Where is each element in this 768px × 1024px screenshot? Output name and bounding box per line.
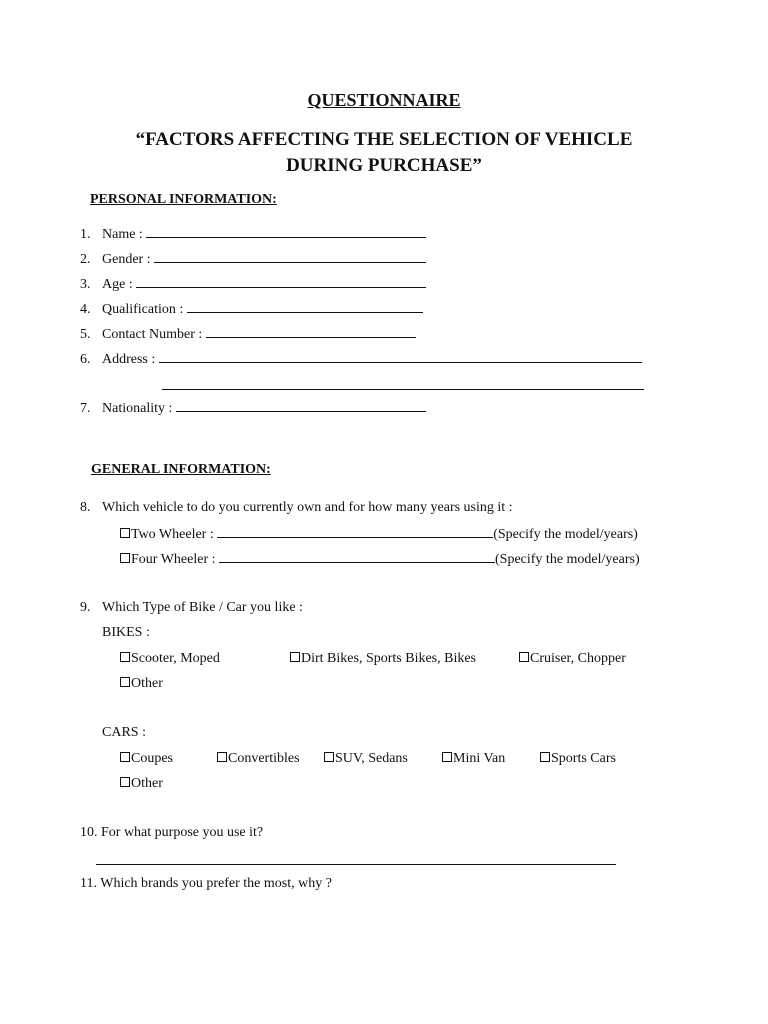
contact-number-field[interactable] xyxy=(80,325,416,343)
specify-note: (Specify the model/years) xyxy=(495,552,640,567)
option-label: SUV, Sedans xyxy=(335,751,408,766)
option-label: Mini Van xyxy=(453,751,506,766)
option-label: Two Wheeler : xyxy=(131,527,214,542)
field-number: 3. xyxy=(80,277,91,292)
two-wheeler-option[interactable] xyxy=(120,525,638,543)
page-title: QUESTIONNAIRE xyxy=(307,90,461,110)
question-number: 10. xyxy=(80,825,98,840)
bike-option-dirt[interactable] xyxy=(290,651,476,667)
checkbox[interactable] xyxy=(120,777,130,787)
age-field[interactable] xyxy=(80,275,426,293)
question-text: Which brands you prefer the most, why ? xyxy=(100,876,332,891)
checkbox[interactable] xyxy=(540,752,550,762)
car-option-other[interactable] xyxy=(120,776,163,792)
car-option-minivan[interactable] xyxy=(442,751,505,767)
car-option-convertibles[interactable] xyxy=(217,751,300,767)
gender-blank[interactable] xyxy=(154,250,426,263)
option-label: Coupes xyxy=(131,751,173,766)
question-9 xyxy=(80,600,303,616)
nationality-field[interactable] xyxy=(80,399,426,417)
q10-answer-line[interactable] xyxy=(96,864,616,865)
option-label: Four Wheeler : xyxy=(131,552,216,567)
car-option-sports[interactable] xyxy=(540,751,616,767)
field-number: 4. xyxy=(80,302,91,317)
checkbox[interactable] xyxy=(290,652,300,662)
option-label: Other xyxy=(131,676,163,691)
checkbox[interactable] xyxy=(324,752,334,762)
bike-option-other[interactable] xyxy=(120,676,163,692)
bike-option-cruiser[interactable] xyxy=(519,651,626,667)
checkbox[interactable] xyxy=(120,553,130,563)
address-blank-line-2[interactable] xyxy=(162,389,644,390)
question-number: 9. xyxy=(80,600,91,615)
four-wheeler-blank[interactable] xyxy=(219,550,495,563)
subtitle-line-1: “FACTORS AFFECTING THE SELECTION OF VEHICLE xyxy=(135,129,633,150)
name-blank[interactable] xyxy=(146,225,426,238)
cars-label: CARS : xyxy=(102,725,146,740)
option-label: Dirt Bikes, Sports Bikes, Bikes xyxy=(301,651,477,666)
field-number: 6. xyxy=(80,352,91,367)
gender-field[interactable] xyxy=(80,250,426,268)
age-blank[interactable] xyxy=(136,275,426,288)
car-option-coupes[interactable] xyxy=(120,751,173,767)
general-info-heading: GENERAL INFORMATION: xyxy=(91,462,271,477)
address-blank[interactable] xyxy=(159,350,642,363)
field-label: Age : xyxy=(102,277,133,292)
field-label: Nationality : xyxy=(102,401,173,416)
subtitle-line-2: DURING PURCHASE” xyxy=(286,155,482,176)
field-label: Contact Number : xyxy=(102,327,203,342)
option-label: Sports Cars xyxy=(551,751,616,766)
four-wheeler-option[interactable] xyxy=(120,550,640,568)
question-text: Which vehicle to do you currently own and for how many years using it : xyxy=(102,500,513,515)
field-label: Name : xyxy=(102,227,143,242)
car-option-suv[interactable] xyxy=(324,751,408,767)
bikes-label: BIKES : xyxy=(102,625,150,640)
field-number: 7. xyxy=(80,401,91,416)
question-11 xyxy=(80,876,332,892)
question-text: For what purpose you use it? xyxy=(101,825,264,840)
option-label: Cruiser, Chopper xyxy=(530,651,626,666)
question-text: Which Type of Bike / Car you like : xyxy=(102,600,303,615)
field-number: 2. xyxy=(80,252,91,267)
checkbox[interactable] xyxy=(120,677,130,687)
qualification-field[interactable] xyxy=(80,300,423,318)
field-label: Gender : xyxy=(102,252,151,267)
specify-note: (Specify the model/years) xyxy=(493,527,638,542)
question-8 xyxy=(80,500,513,516)
address-field[interactable] xyxy=(80,350,642,368)
contact-number-blank[interactable] xyxy=(206,325,416,338)
question-10 xyxy=(80,825,263,841)
nationality-blank[interactable] xyxy=(176,399,426,412)
qualification-blank[interactable] xyxy=(187,300,423,313)
question-number: 11. xyxy=(80,876,97,891)
two-wheeler-blank[interactable] xyxy=(217,525,493,538)
checkbox[interactable] xyxy=(217,752,227,762)
field-label: Address : xyxy=(102,352,156,367)
option-label: Scooter, Moped xyxy=(131,651,220,666)
question-number: 8. xyxy=(80,500,91,515)
checkbox[interactable] xyxy=(120,528,130,538)
checkbox[interactable] xyxy=(120,652,130,662)
option-label: Other xyxy=(131,776,163,791)
field-number: 5. xyxy=(80,327,91,342)
checkbox[interactable] xyxy=(120,752,130,762)
checkbox[interactable] xyxy=(442,752,452,762)
bike-option-scooter[interactable] xyxy=(120,651,220,667)
field-label: Qualification : xyxy=(102,302,184,317)
field-number: 1. xyxy=(80,227,91,242)
checkbox[interactable] xyxy=(519,652,529,662)
name-field[interactable] xyxy=(80,225,426,243)
option-label: Convertibles xyxy=(228,751,300,766)
personal-info-heading: PERSONAL INFORMATION: xyxy=(90,192,277,207)
